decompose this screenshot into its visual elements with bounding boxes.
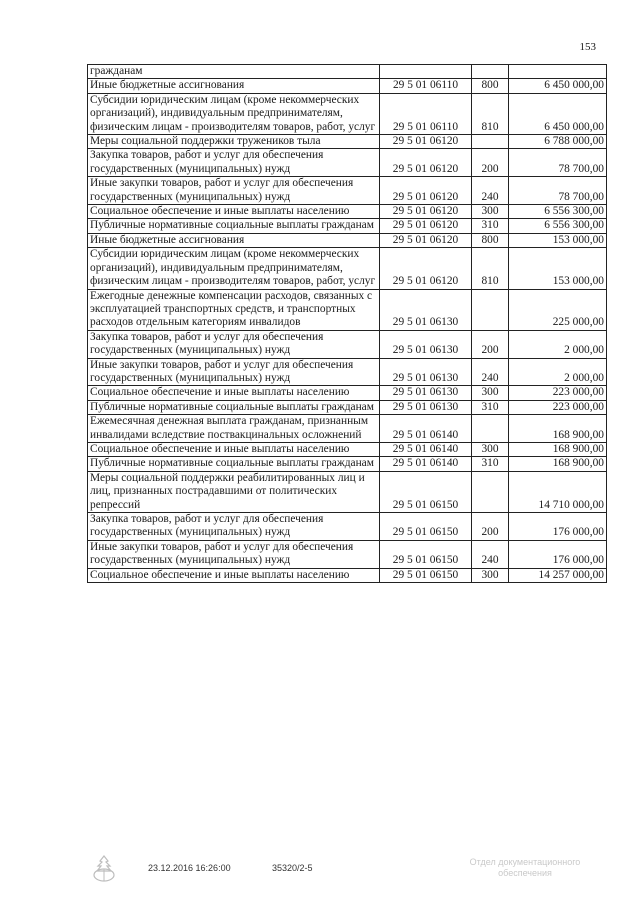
row-type-cell xyxy=(472,65,509,79)
row-type-cell: 300 xyxy=(472,568,509,582)
row-code-cell xyxy=(380,65,472,79)
row-type-cell: 240 xyxy=(472,358,509,386)
row-name-cell: Социальное обеспечение и иные выплаты населению xyxy=(88,568,380,582)
row-code-cell: 29 5 01 06110 xyxy=(380,93,472,134)
row-name-cell: Закупка товаров, работ и услуг для обеспечения государственных (муниципальных) нужд xyxy=(88,513,380,541)
row-type-cell: 240 xyxy=(472,540,509,568)
row-amount-cell: 176 000,00 xyxy=(509,513,607,541)
row-name-cell: Иные бюджетные ассигнования xyxy=(88,79,380,93)
row-name-cell: Ежегодные денежные компенсации расходов, связанных с эксплуатацией транспортных средств, и транспортных расходов отдельным категориям инвалидов xyxy=(88,289,380,330)
table-row xyxy=(88,177,607,205)
row-name-cell: Иные закупки товаров, работ и услуг для обеспечения государственных (муниципальных) нужд xyxy=(88,177,380,205)
table-row xyxy=(88,540,607,568)
table-row xyxy=(88,330,607,358)
row-type-cell: 300 xyxy=(472,386,509,400)
row-code-cell: 29 5 01 06150 xyxy=(380,513,472,541)
row-name-cell: Ежемесячная денежная выплата гражданам, признанным инвалидами вследствие поствакцинальных осложнений xyxy=(88,415,380,443)
row-code-cell: 29 5 01 06150 xyxy=(380,540,472,568)
row-code-cell: 29 5 01 06130 xyxy=(380,289,472,330)
row-type-cell: 810 xyxy=(472,93,509,134)
table-row xyxy=(88,289,607,330)
row-code-cell: 29 5 01 06120 xyxy=(380,177,472,205)
table-row xyxy=(88,219,607,233)
row-amount-cell: 168 900,00 xyxy=(509,457,607,471)
row-name-cell: Меры социальной поддержки тружеников тыла xyxy=(88,135,380,149)
row-type-cell: 300 xyxy=(472,205,509,219)
row-code-cell: 29 5 01 06150 xyxy=(380,471,472,512)
row-amount-cell: 78 700,00 xyxy=(509,149,607,177)
row-amount-cell: 6 450 000,00 xyxy=(509,79,607,93)
row-amount-cell: 225 000,00 xyxy=(509,289,607,330)
row-amount-cell: 168 900,00 xyxy=(509,415,607,443)
row-name-cell: Иные закупки товаров, работ и услуг для обеспечения государственных (муниципальных) нужд xyxy=(88,540,380,568)
row-name-cell: Социальное обеспечение и иные выплаты населению xyxy=(88,205,380,219)
row-amount-cell: 6 788 000,00 xyxy=(509,135,607,149)
row-name-cell: Публичные нормативные социальные выплаты гражданам xyxy=(88,400,380,414)
table-row xyxy=(88,513,607,541)
row-amount-cell: 2 000,00 xyxy=(509,358,607,386)
row-type-cell: 200 xyxy=(472,513,509,541)
table-row xyxy=(88,415,607,443)
row-name-cell: Иные бюджетные ассигнования xyxy=(88,233,380,247)
row-code-cell: 29 5 01 06130 xyxy=(380,386,472,400)
row-code-cell: 29 5 01 06140 xyxy=(380,457,472,471)
row-code-cell: 29 5 01 06140 xyxy=(380,415,472,443)
footer-datetime: 23.12.2016 16:26:00 xyxy=(148,863,231,873)
row-amount-cell: 223 000,00 xyxy=(509,386,607,400)
row-amount-cell: 223 000,00 xyxy=(509,400,607,414)
row-amount-cell: 2 000,00 xyxy=(509,330,607,358)
table-row xyxy=(88,568,607,582)
row-name-cell: Меры социальной поддержки реабилитированных лиц и лиц, признанных пострадавшими от политических репрессий xyxy=(88,471,380,512)
row-code-cell: 29 5 01 06130 xyxy=(380,330,472,358)
row-name-cell: Субсидии юридическим лицам (кроме некоммерческих организаций), индивидуальным предпринимателям, физическим лицам - производителям товаров, работ, услуг xyxy=(88,248,380,289)
row-amount-cell: 6 450 000,00 xyxy=(509,93,607,134)
row-type-cell xyxy=(472,471,509,512)
row-amount-cell: 6 556 300,00 xyxy=(509,205,607,219)
table-row xyxy=(88,79,607,93)
row-name-cell: Социальное обеспечение и иные выплаты населению xyxy=(88,386,380,400)
budget-table xyxy=(87,64,607,583)
row-type-cell: 310 xyxy=(472,219,509,233)
row-type-cell: 200 xyxy=(472,330,509,358)
row-code-cell: 29 5 01 06150 xyxy=(380,568,472,582)
emblem-icon xyxy=(90,853,118,885)
row-amount-cell: 6 556 300,00 xyxy=(509,219,607,233)
table-row xyxy=(88,358,607,386)
table-row xyxy=(88,248,607,289)
row-code-cell: 29 5 01 06110 xyxy=(380,79,472,93)
table-row xyxy=(88,457,607,471)
row-code-cell: 29 5 01 06120 xyxy=(380,149,472,177)
row-name-cell: Социальное обеспечение и иные выплаты населению xyxy=(88,442,380,456)
row-type-cell: 240 xyxy=(472,177,509,205)
table-row xyxy=(88,471,607,512)
row-type-cell: 310 xyxy=(472,400,509,414)
table-row xyxy=(88,442,607,456)
table-row xyxy=(88,386,607,400)
row-type-cell xyxy=(472,135,509,149)
table-row xyxy=(88,149,607,177)
row-code-cell: 29 5 01 06140 xyxy=(380,442,472,456)
row-code-cell: 29 5 01 06120 xyxy=(380,248,472,289)
page-footer xyxy=(0,857,640,891)
page-number: 153 xyxy=(579,41,596,53)
row-amount-cell xyxy=(509,65,607,79)
row-type-cell: 810 xyxy=(472,248,509,289)
row-name-cell: Закупка товаров, работ и услуг для обеспечения государственных (муниципальных) нужд xyxy=(88,149,380,177)
row-amount-cell: 14 710 000,00 xyxy=(509,471,607,512)
row-code-cell: 29 5 01 06130 xyxy=(380,400,472,414)
row-type-cell xyxy=(472,289,509,330)
row-name-cell: Иные закупки товаров, работ и услуг для обеспечения государственных (муниципальных) нужд xyxy=(88,358,380,386)
row-amount-cell: 78 700,00 xyxy=(509,177,607,205)
row-amount-cell: 153 000,00 xyxy=(509,248,607,289)
budget-table-body xyxy=(88,65,607,583)
footer-org-stamp xyxy=(450,857,600,879)
row-name-cell: Закупка товаров, работ и услуг для обеспечения государственных (муниципальных) нужд xyxy=(88,330,380,358)
row-amount-cell: 153 000,00 xyxy=(509,233,607,247)
row-type-cell: 200 xyxy=(472,149,509,177)
table-row xyxy=(88,65,607,79)
row-name-cell: Публичные нормативные социальные выплаты гражданам xyxy=(88,457,380,471)
row-code-cell: 29 5 01 06120 xyxy=(380,233,472,247)
table-row xyxy=(88,233,607,247)
row-type-cell: 800 xyxy=(472,233,509,247)
row-name-cell: Публичные нормативные социальные выплаты гражданам xyxy=(88,219,380,233)
row-type-cell: 300 xyxy=(472,442,509,456)
row-code-cell: 29 5 01 06130 xyxy=(380,358,472,386)
row-type-cell xyxy=(472,415,509,443)
table-row xyxy=(88,93,607,134)
row-code-cell: 29 5 01 06120 xyxy=(380,205,472,219)
row-amount-cell: 14 257 000,00 xyxy=(509,568,607,582)
footer-doc-number: 35320/2-5 xyxy=(272,863,313,873)
footer-org-line: Отдел документационного xyxy=(469,857,581,867)
row-type-cell: 800 xyxy=(472,79,509,93)
row-name-cell: Субсидии юридическим лицам (кроме некоммерческих организаций), индивидуальным предпринимателям, физическим лицам - производителям товаров, работ, услуг xyxy=(88,93,380,134)
row-code-cell: 29 5 01 06120 xyxy=(380,135,472,149)
row-name-cell: гражданам xyxy=(88,65,380,79)
table-row xyxy=(88,135,607,149)
footer-org-line: обеспечения xyxy=(498,868,552,878)
table-row xyxy=(88,400,607,414)
row-amount-cell: 168 900,00 xyxy=(509,442,607,456)
row-type-cell: 310 xyxy=(472,457,509,471)
row-code-cell: 29 5 01 06120 xyxy=(380,219,472,233)
row-amount-cell: 176 000,00 xyxy=(509,540,607,568)
table-row xyxy=(88,205,607,219)
